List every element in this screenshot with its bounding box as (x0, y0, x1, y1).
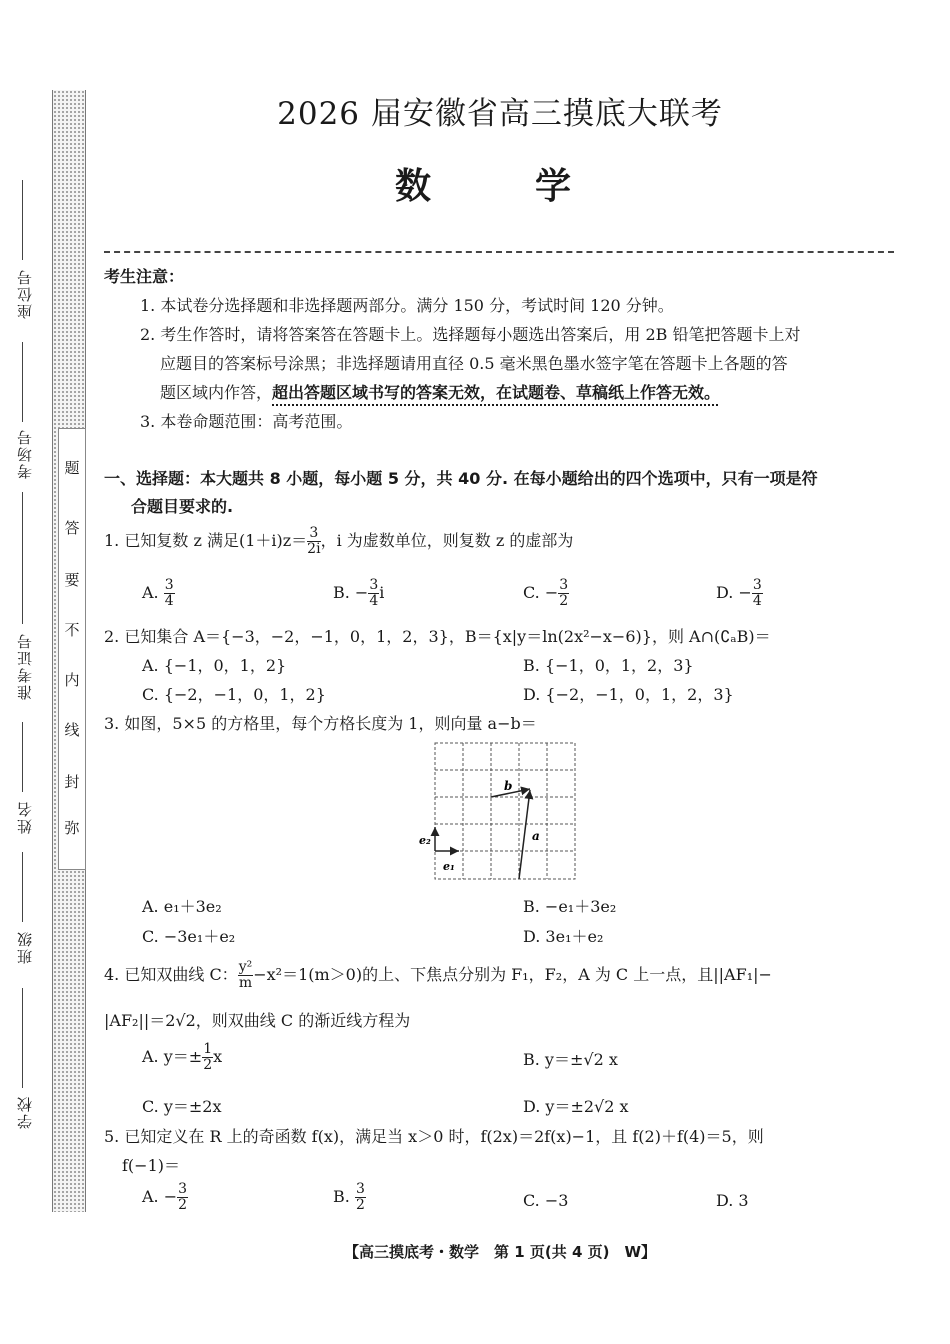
numerator: 3 (369, 577, 379, 593)
label-e1: e₁ (443, 860, 455, 873)
vector-a (519, 790, 530, 879)
seal-char: 要 (64, 571, 80, 589)
option-a[interactable]: A. {−1，0，1，2} (142, 656, 287, 675)
fraction (238, 960, 254, 991)
numerator: 3 (307, 526, 320, 542)
divider (104, 251, 894, 253)
label-b: b (504, 779, 513, 793)
option-label: A. y＝± (142, 1047, 203, 1066)
option-d[interactable]: D. {−2，−1，0，1，2，3} (523, 685, 734, 704)
denominator: 4 (164, 593, 174, 609)
room-number-label: 考场号 (16, 428, 34, 479)
option-suffix: i (379, 583, 385, 602)
option-b[interactable]: B. y＝±√2 x (523, 1050, 618, 1069)
numerator: 3 (752, 577, 762, 593)
option-d[interactable]: D. 3 (716, 1191, 749, 1210)
denominator: 4 (369, 593, 379, 609)
option-c[interactable]: C. {−2，−1，0，1，2} (142, 685, 326, 704)
option-a[interactable] (142, 1182, 188, 1213)
name-label: 姓名 (16, 800, 34, 834)
denominator: 4 (752, 593, 762, 609)
option-c[interactable]: C. −3e₁＋e₂ (142, 927, 236, 946)
question-5-stem: f(−1)＝ (122, 1156, 180, 1175)
notice-item (160, 380, 720, 403)
blank-line (22, 722, 23, 792)
stem-text: −x²＝1(m＞0)的上、下焦点分别为 F₁，F₂，A 为 C 上一点，且||AF₁|− (253, 965, 772, 984)
option-c[interactable]: C. −3 (523, 1191, 569, 1210)
option-a[interactable] (142, 578, 175, 609)
numerator: 3 (164, 577, 174, 593)
question-1-stem (104, 526, 573, 557)
numerator: y² (238, 959, 253, 975)
fraction (307, 526, 320, 557)
notice-item: 应题目的答案标号涂黑；非选择题请用直径 0.5 毫米黑色墨水签字笔在答题卡上各题的答 (160, 354, 788, 373)
option-a[interactable]: A. e₁＋3e₂ (142, 897, 222, 916)
option-d[interactable]: D. y＝±2√2 x (523, 1097, 629, 1116)
option-a[interactable] (142, 1042, 222, 1073)
denominator: 2 (203, 1057, 213, 1073)
notice-item: 1. 本试卷分选择题和非选择题两部分。满分 150 分，考试时间 120 分钟。 (140, 296, 674, 315)
label-e2: e₂ (419, 834, 431, 847)
notice-heading: 考生注意： (104, 267, 185, 286)
notice-text: 题区域内作答， (160, 383, 273, 402)
question-5-stem: 5. 已知定义在 R 上的奇函数 f(x)，满足当 x＞0 时，f(2x)＝2f(x)−1，且 f(2)＋f(4)＝5，则 (104, 1127, 764, 1146)
option-label: C. − (523, 583, 559, 602)
blank-line (22, 988, 23, 1088)
option-label: A. − (142, 1187, 178, 1206)
school-label: 学校 (16, 1095, 34, 1129)
option-c[interactable] (523, 578, 569, 609)
option-label: A. (142, 583, 159, 602)
numerator: 3 (355, 1181, 365, 1197)
exam-title: 2026 届安徽省高三摸底大联考 (277, 96, 723, 132)
fraction (558, 578, 569, 609)
emphasis-text: 超出答题区域书写的答案无效，在试题卷、草稿纸上作答无效。 (272, 383, 721, 402)
numerator: 1 (203, 1041, 213, 1057)
option-b[interactable]: B. {−1，0，1，2，3} (523, 656, 694, 675)
option-label: D. − (716, 583, 752, 602)
admission-number-label: 准考证号 (16, 632, 34, 700)
page-footer: 【高三摸底考・数学 第 1 页(共 4 页) W】 (343, 1243, 657, 1261)
label-a: a (532, 829, 540, 843)
section-heading: 合题目要求的. (131, 497, 234, 516)
option-label: B. (333, 1187, 350, 1206)
fraction (752, 578, 763, 609)
option-b[interactable] (333, 578, 384, 609)
blank-line (22, 492, 23, 624)
question-4-stem: |AF₂||＝2√2，则双曲线 C 的渐近线方程为 (104, 1011, 411, 1030)
seal-char: 题 (64, 459, 80, 477)
blank-line (22, 852, 23, 922)
seal-char: 封 (64, 773, 80, 791)
seal-char: 不 (64, 621, 80, 639)
fraction (355, 1182, 366, 1213)
denominator: 2 (178, 1197, 188, 1213)
subject-title: 数 学 (394, 165, 605, 207)
denominator: m (238, 975, 253, 991)
seal-char: 内 (64, 671, 80, 689)
question-3-stem: 3. 如图，5×5 的方格里，每个方格长度为 1，则向量 a−b＝ (104, 714, 537, 733)
seal-warning (58, 428, 86, 870)
numerator: 3 (178, 1181, 188, 1197)
class-label: 班级 (16, 930, 34, 964)
notice-item: 3. 本卷命题范围：高考范围。 (140, 412, 353, 431)
question-4-stem (104, 960, 772, 991)
stem-text: ，i 为虚数单位，则复数 z 的虚部为 (320, 531, 574, 550)
denominator: 2 (355, 1197, 365, 1213)
stem-text: 1. 已知复数 z 满足(1＋i)z＝ (104, 531, 308, 550)
denominator: 2i (307, 541, 321, 557)
blank-line (22, 342, 23, 422)
numerator: 3 (559, 577, 569, 593)
question-2-stem: 2. 已知集合 A＝{−3，−2，−1，0，1，2，3}，B＝{x|y＝ln(2x²−x−6)}，则 A∩(∁ₐB)＝ (104, 627, 771, 646)
fraction (164, 578, 175, 609)
option-d[interactable] (716, 578, 763, 609)
option-label: B. − (333, 583, 369, 602)
fraction (368, 578, 379, 609)
stem-text: 4. 已知双曲线 C： (104, 965, 238, 984)
option-b[interactable]: B. −e₁＋3e₂ (523, 897, 617, 916)
option-b[interactable] (333, 1182, 366, 1213)
option-suffix: x (213, 1047, 223, 1066)
seal-char: 答 (64, 519, 80, 537)
option-c[interactable]: C. y＝±2x (142, 1097, 222, 1116)
seal-char: 弥 (64, 819, 80, 837)
grid-figure (418, 740, 580, 882)
denominator: 2 (559, 593, 569, 609)
seal-char: 线 (64, 721, 80, 739)
seat-number-label: 座位号 (16, 268, 34, 319)
section-heading: 一、选择题：本大题共 8 小题，每小题 5 分，共 40 分. 在每小题给出的四个选项中，只有一项是符 (104, 469, 818, 488)
fraction (202, 1042, 213, 1073)
fraction (177, 1182, 188, 1213)
option-d[interactable]: D. 3e₁＋e₂ (523, 927, 604, 946)
notice-item: 2. 考生作答时，请将答案答在答题卡上。选择题每小题选出答案后，用 2B 铅笔把答题卡上对 (140, 325, 801, 344)
